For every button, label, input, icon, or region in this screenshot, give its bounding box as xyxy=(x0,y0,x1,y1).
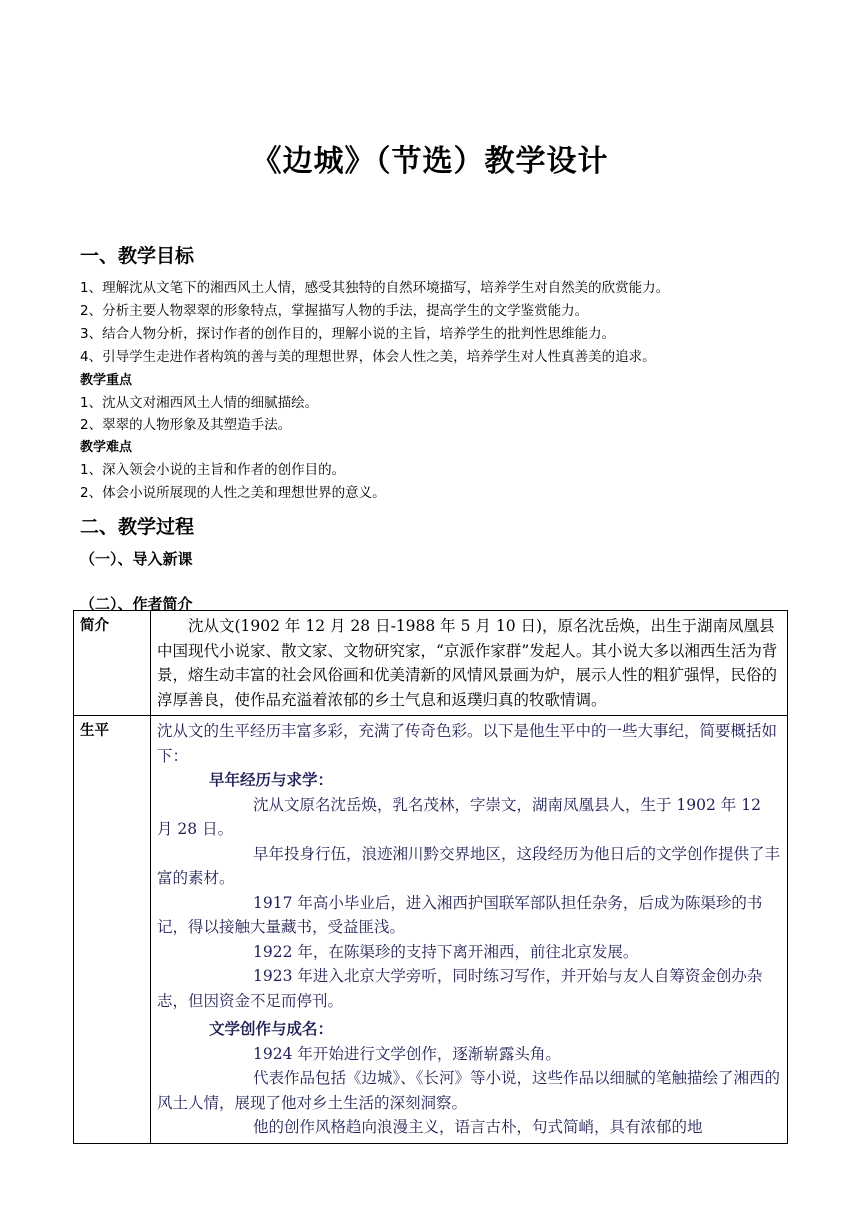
list-item: 1922 年，在陈渠珍的支持下离开湘西，前往北京发展。 xyxy=(253,942,639,961)
list-item: 1923 年进入北京大学旁听，同时练习写作，并开始与友人自筹资金创办杂志，但因资金不足而停刊。 xyxy=(157,967,763,1010)
intro-text: 沈从文(1902 年 12 月 28 日-1988 年 5 月 10 日)，原名沈岳焕，出生于湖南凤凰县中国现代小说家、散文家、文物研究家，“京派作家群”发起人。其小说大多以湘西生活为背景，熔生动丰富的社会风俗画和优美清新的风情风景画为炉，展示人性的粗犷强悍，民俗的淳厚善良，使作品充溢着浓郁的乡土气息和返璞归真的牧歌情调。 xyxy=(157,617,778,709)
row-content-life xyxy=(151,716,788,1144)
goal-item: 4、引导学生走进作者构筑的善与美的理想世界，体会人性之美，培养学生对人性真善美的追求。 xyxy=(80,349,656,365)
list-item: 沈从文原名沈岳焕，乳名茂林，字崇文，湖南凤凰县人，生于 1902 年 12 月 28 日。 xyxy=(157,795,761,838)
table-row xyxy=(74,716,788,1144)
difficulties-label: 教学难点 xyxy=(80,440,133,455)
list-item: 1917 年高小毕业后，进入湘西护国联军部队担任杂务，后成为陈渠珍的书记，得以接触大量藏书，受益匪浅。 xyxy=(157,893,763,936)
goal-item: 2、分析主要人物翠翠的形象特点，掌握描写人物的手法，提高学生的文学鉴赏能力。 xyxy=(80,303,589,319)
row-label-life: 生平 xyxy=(74,716,151,1144)
row-content-intro xyxy=(151,611,788,716)
table-row xyxy=(74,611,788,716)
difficulty-item: 2、体会小说所展现的人性之美和理想世界的意义。 xyxy=(80,485,386,501)
difficulty-item: 1、深入领会小说的主旨和作者的创作目的。 xyxy=(80,462,346,478)
list-item: 代表作品包括《边城》、《长河》等小说，这些作品以细腻的笔触描绘了湘西的风土人情，展现了他对乡土生活的深刻洞察。 xyxy=(157,1069,781,1112)
section1-heading: 一、教学目标 xyxy=(80,245,195,267)
author-table xyxy=(73,610,788,1144)
list-item: 他的创作风格趋向浪漫主义，语言古朴，句式简峭，具有浓郁的地 xyxy=(253,1118,703,1136)
goal-item: 1、理解沈从文笔下的湘西风土人情，感受其独特的自然环境描写，培养学生对自然美的欣赏能力。 xyxy=(80,280,670,296)
row-label-intro: 简介 xyxy=(74,611,151,716)
list-item: 早年投身行伍，浪迹湘川黔交界地区，这段经历为他日后的文学创作提供了丰富的素材。 xyxy=(157,844,781,887)
goal-item: 3、结合人物分析，探讨作者的创作目的，理解小说的主旨，培养学生的批判性思维能力。 xyxy=(80,326,616,342)
list-item: 1924 年开始进行文学创作，逐渐崭露头角。 xyxy=(253,1044,561,1063)
page-title: 《边城》（节选）教学设计 xyxy=(251,144,609,179)
key-point-item: 2、翠翠的人物形象及其塑造手法。 xyxy=(80,417,292,433)
key-point-item: 1、沈从文对湘西风土人情的细腻描绘。 xyxy=(80,395,319,411)
lit-heading: 文学创作与成名： xyxy=(209,1019,334,1038)
early-heading: 早年经历与求学： xyxy=(209,770,334,789)
key-points-label: 教学重点 xyxy=(80,373,133,388)
subsection-author: （二）、作者简介 xyxy=(80,595,193,613)
section2-heading: 二、教学过程 xyxy=(80,516,195,538)
subsection-intro: （一）、导入新课 xyxy=(80,550,193,568)
life-intro: 沈从文的生平经历丰富多彩，充满了传奇色彩。以下是他生平中的一些大事纪，简要概括如下： xyxy=(157,722,778,765)
